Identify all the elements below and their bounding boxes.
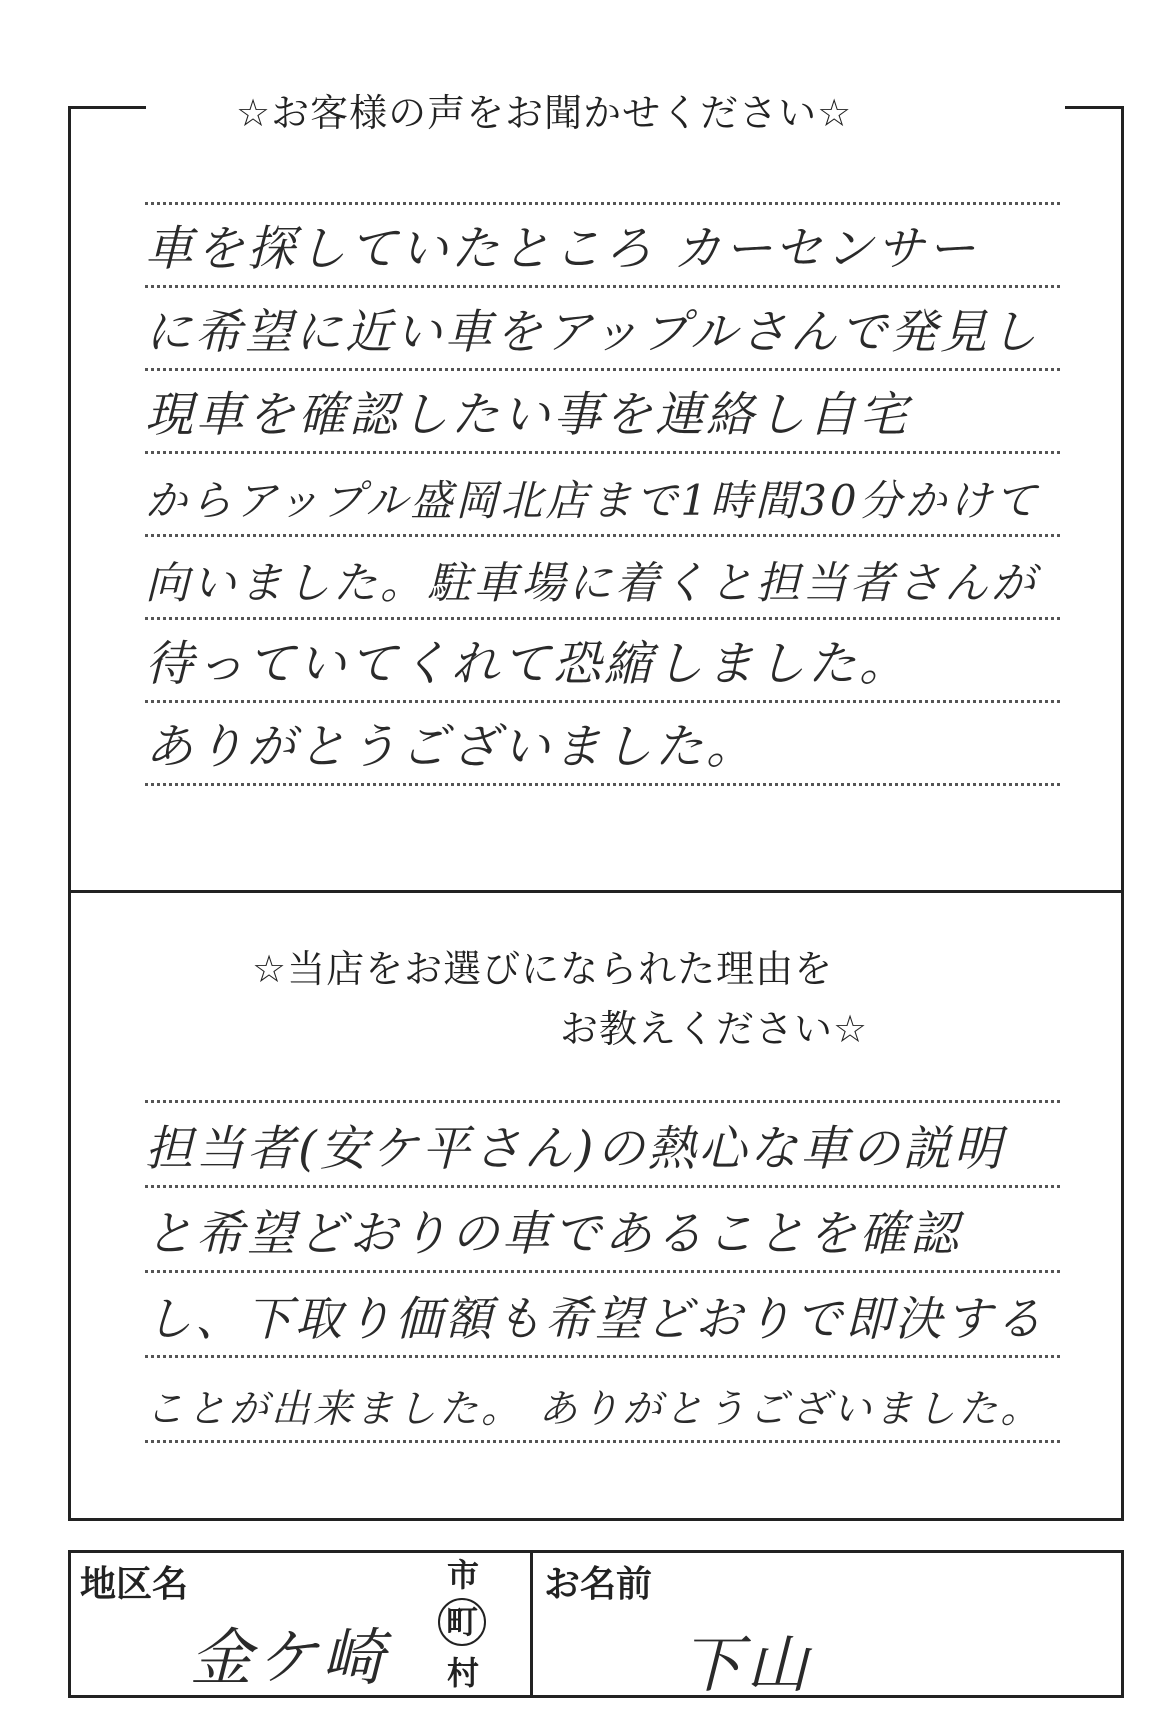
section-divider — [68, 890, 1124, 893]
ruled-line — [145, 1121, 1060, 1188]
info-divider — [530, 1550, 533, 1698]
ruled-line — [145, 719, 1060, 786]
handwritten-line: 待っていてくれて恐縮しました。 — [145, 636, 911, 692]
ruled-line — [145, 1206, 1060, 1273]
ruled-line — [145, 476, 1060, 537]
suffix-village: 村 — [446, 1654, 479, 1692]
district-label: 地区名 — [80, 1564, 189, 1605]
section2-title-line1: ☆当店をお選びになられた理由を — [252, 947, 834, 991]
ruled-line — [145, 1292, 1060, 1358]
handwritten-line: からアップル盛岡北店まで1時間30分かけて — [145, 476, 1040, 525]
handwritten-line: と希望どおりの車であることを確認 — [145, 1206, 962, 1262]
section1-lines — [145, 202, 1060, 786]
handwritten-line: 現車を確認したい事を連絡し自宅 — [145, 387, 911, 443]
ruled-line — [145, 305, 1060, 371]
handwritten-line: ことが出来ました。 ありがとうございました。 — [145, 1387, 1043, 1432]
section1-title: ☆お客様の声をお聞かせください☆ — [236, 91, 853, 135]
section2-lines — [145, 1100, 1060, 1443]
name-label: お名前 — [544, 1564, 653, 1605]
frame-top-left-line — [68, 106, 146, 109]
handwritten-line: 車を探していたところ カーセンサー — [145, 221, 979, 277]
ruled-line — [145, 387, 1060, 454]
ruled-line — [145, 1387, 1060, 1443]
ruled-line — [145, 636, 1060, 703]
handwritten-line: ありがとうございました。 — [145, 719, 758, 775]
ruled-line — [145, 1100, 1060, 1103]
handwritten-line: 担当者(安ケ平さん)の熱心な車の説明 — [145, 1121, 1005, 1177]
section2-title-line2: お教えください☆ — [560, 1007, 869, 1051]
ruled-line — [145, 558, 1060, 620]
suffix-town-circled: 町 — [438, 1598, 486, 1646]
frame-top-right-line — [1065, 106, 1124, 109]
handwritten-line: し、下取り価額も希望どおりで即決する — [145, 1292, 1045, 1347]
handwritten-line: 向いました。駐車場に着くと担当者さんが — [145, 558, 1038, 609]
name-value: 下山 — [680, 1628, 813, 1701]
handwritten-line: に希望に近い車をアップルさんで発見し — [145, 305, 1040, 360]
ruled-line — [145, 221, 1060, 288]
ruled-line — [145, 202, 1060, 205]
district-value: 金ケ崎 — [190, 1621, 389, 1694]
suffix-city: 市 — [446, 1556, 479, 1594]
